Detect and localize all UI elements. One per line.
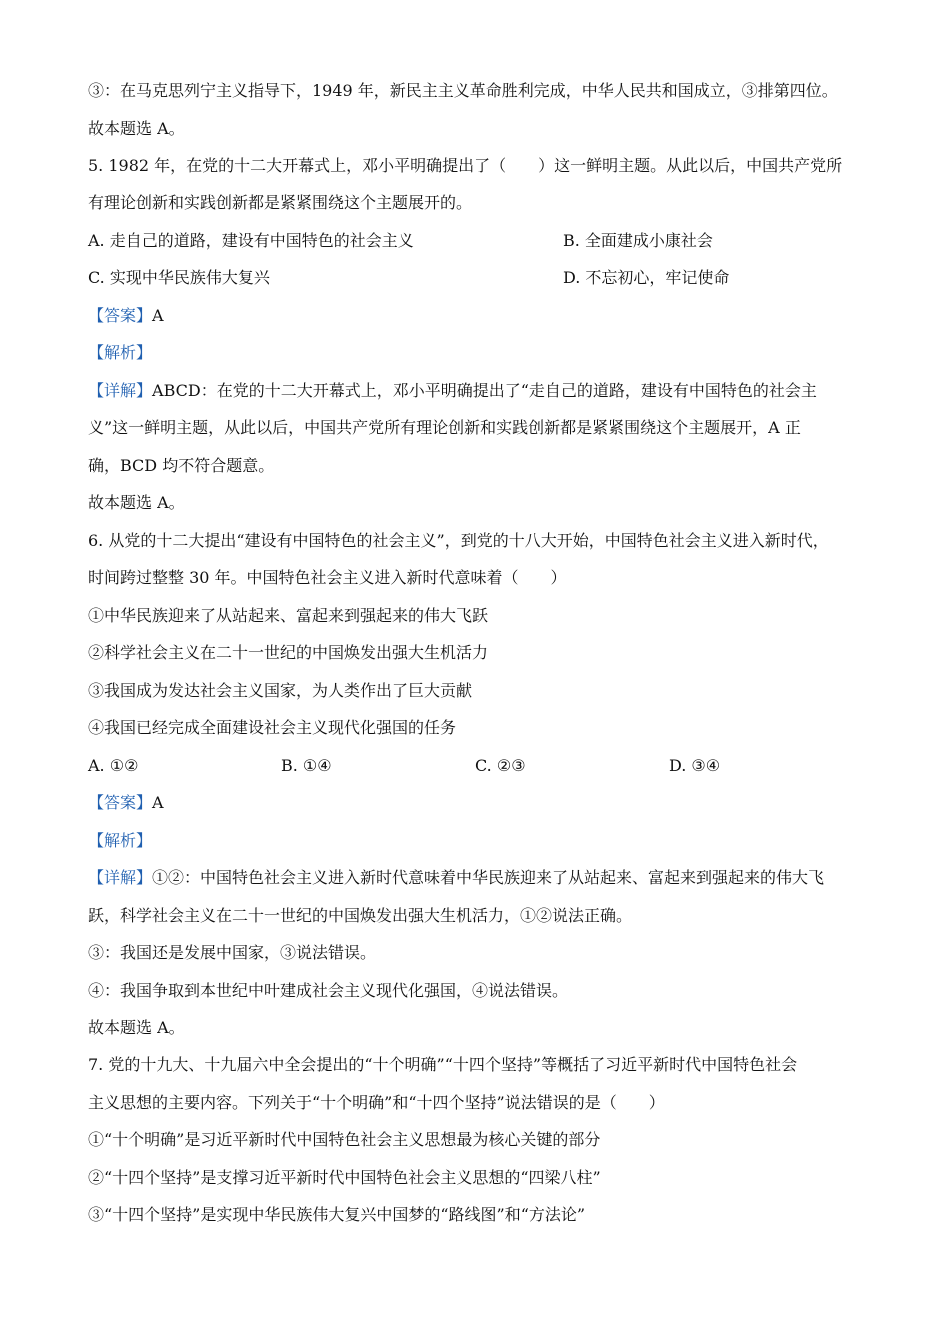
question-6-stem: 6. 从党的十二大提出“建设有中国特色的社会主义”，到党的十八大开始，中国特色社会主义进入新时代， (88, 531, 829, 550)
statement-1: ①“十个明确”是习近平新时代中国特色社会主义思想最为核心关键的部分 (88, 1130, 601, 1149)
explanation-text: 确，BCD 均不符合题意。 (88, 456, 275, 475)
answer-tag: 【答案】 (88, 793, 153, 812)
answer-tag: 【答案】 (88, 306, 153, 325)
statement-1: ①中华民族迎来了从站起来、富起来到强起来的伟大飞跃 (88, 606, 489, 625)
option-b: B. ①④ (281, 756, 332, 775)
conclusion-text: 故本题选 A。 (88, 493, 185, 512)
explanation-text: 跃，科学社会主义在二十一世纪的中国焕发出强大生机活力，①②说法正确。 (88, 906, 633, 925)
option-a: A. 走自己的道路，建设有中国特色的社会主义 (88, 231, 414, 250)
option-c: C. 实现中华民族伟大复兴 (88, 268, 270, 287)
answer-value: A (152, 793, 164, 812)
analysis-text: ③：在马克思列宁主义指导下，1949 年，新民主主义革命胜利完成，中华人民共和国成立，③排第四位。 (88, 81, 838, 100)
statement-4: ④我国已经完成全面建设社会主义现代化强国的任务 (88, 718, 457, 737)
explanation-tag: 【详解】 (88, 868, 153, 887)
statement-3: ③“十四个坚持”是实现中华民族伟大复兴中国梦的“路线图”和“方法论” (88, 1205, 586, 1224)
question-5-options-row-2 (88, 267, 730, 289)
statement-2: ②“十四个坚持”是支撑习近平新时代中国特色社会主义思想的“四梁八柱” (88, 1168, 601, 1187)
explanation-tag: 【详解】 (88, 381, 153, 400)
explanation-text: ④：我国争取到本世纪中叶建成社会主义现代化强国，④说法错误。 (88, 981, 569, 1000)
analysis-tag: 【解析】 (88, 831, 153, 850)
explanation-text: ABCD：在党的十二大开幕式上，邓小平明确提出了“走自己的道路，建设有中国特色的社会主 (152, 381, 817, 400)
explanation-line (88, 380, 817, 402)
explanation-text: 义”这一鲜明主题，从此以后，中国共产党所有理论创新和实践创新都是紧紧围绕这个主题展开，A 正 (88, 418, 801, 437)
question-5-stem-cont: 有理论创新和实践创新都是紧紧围绕这个主题展开的。 (88, 193, 473, 212)
question-5-options-row-1 (88, 230, 713, 252)
option-a: A. ①② (88, 756, 139, 775)
statement-3: ③我国成为发达社会主义国家，为人类作出了巨大贡献 (88, 681, 473, 700)
statement-2: ②科学社会主义在二十一世纪的中国焕发出强大生机活力 (88, 643, 489, 662)
question-5-stem: 5. 1982 年，在党的十二大开幕式上，邓小平明确提出了（ ）这一鲜明主题。从此以后，中国共产党所 (88, 156, 843, 175)
explanation-text: ③：我国还是发展中国家，③说法错误。 (88, 943, 377, 962)
explanation-line (88, 867, 824, 889)
question-6-options (88, 755, 721, 777)
explanation-text: ①②：中国特色社会主义进入新时代意味着中华民族迎来了从站起来、富起来到强起来的伟大飞 (152, 868, 825, 887)
question-7-stem-cont: 主义思想的主要内容。下列关于“十个明确”和“十四个坚持”说法错误的是（ ） (88, 1093, 665, 1112)
question-6-stem-cont: 时间跨过整整 30 年。中国特色社会主义进入新时代意味着（ ） (88, 568, 567, 587)
answer-line (88, 305, 164, 327)
option-d: D. ③④ (669, 756, 721, 775)
option-c: C. ②③ (475, 756, 526, 775)
answer-value: A (152, 306, 164, 325)
question-7-stem: 7. 党的十九大、十九届六中全会提出的“十个明确”“十四个坚持”等概括了习近平新时代中国特色社会 (88, 1055, 798, 1074)
conclusion-text: 故本题选 A。 (88, 1018, 185, 1037)
analysis-tag: 【解析】 (88, 343, 153, 362)
answer-line (88, 792, 164, 814)
option-b: B. 全面建成小康社会 (563, 231, 713, 250)
option-d: D. 不忘初心，牢记使命 (563, 268, 730, 287)
conclusion-text: 故本题选 A。 (88, 119, 185, 138)
